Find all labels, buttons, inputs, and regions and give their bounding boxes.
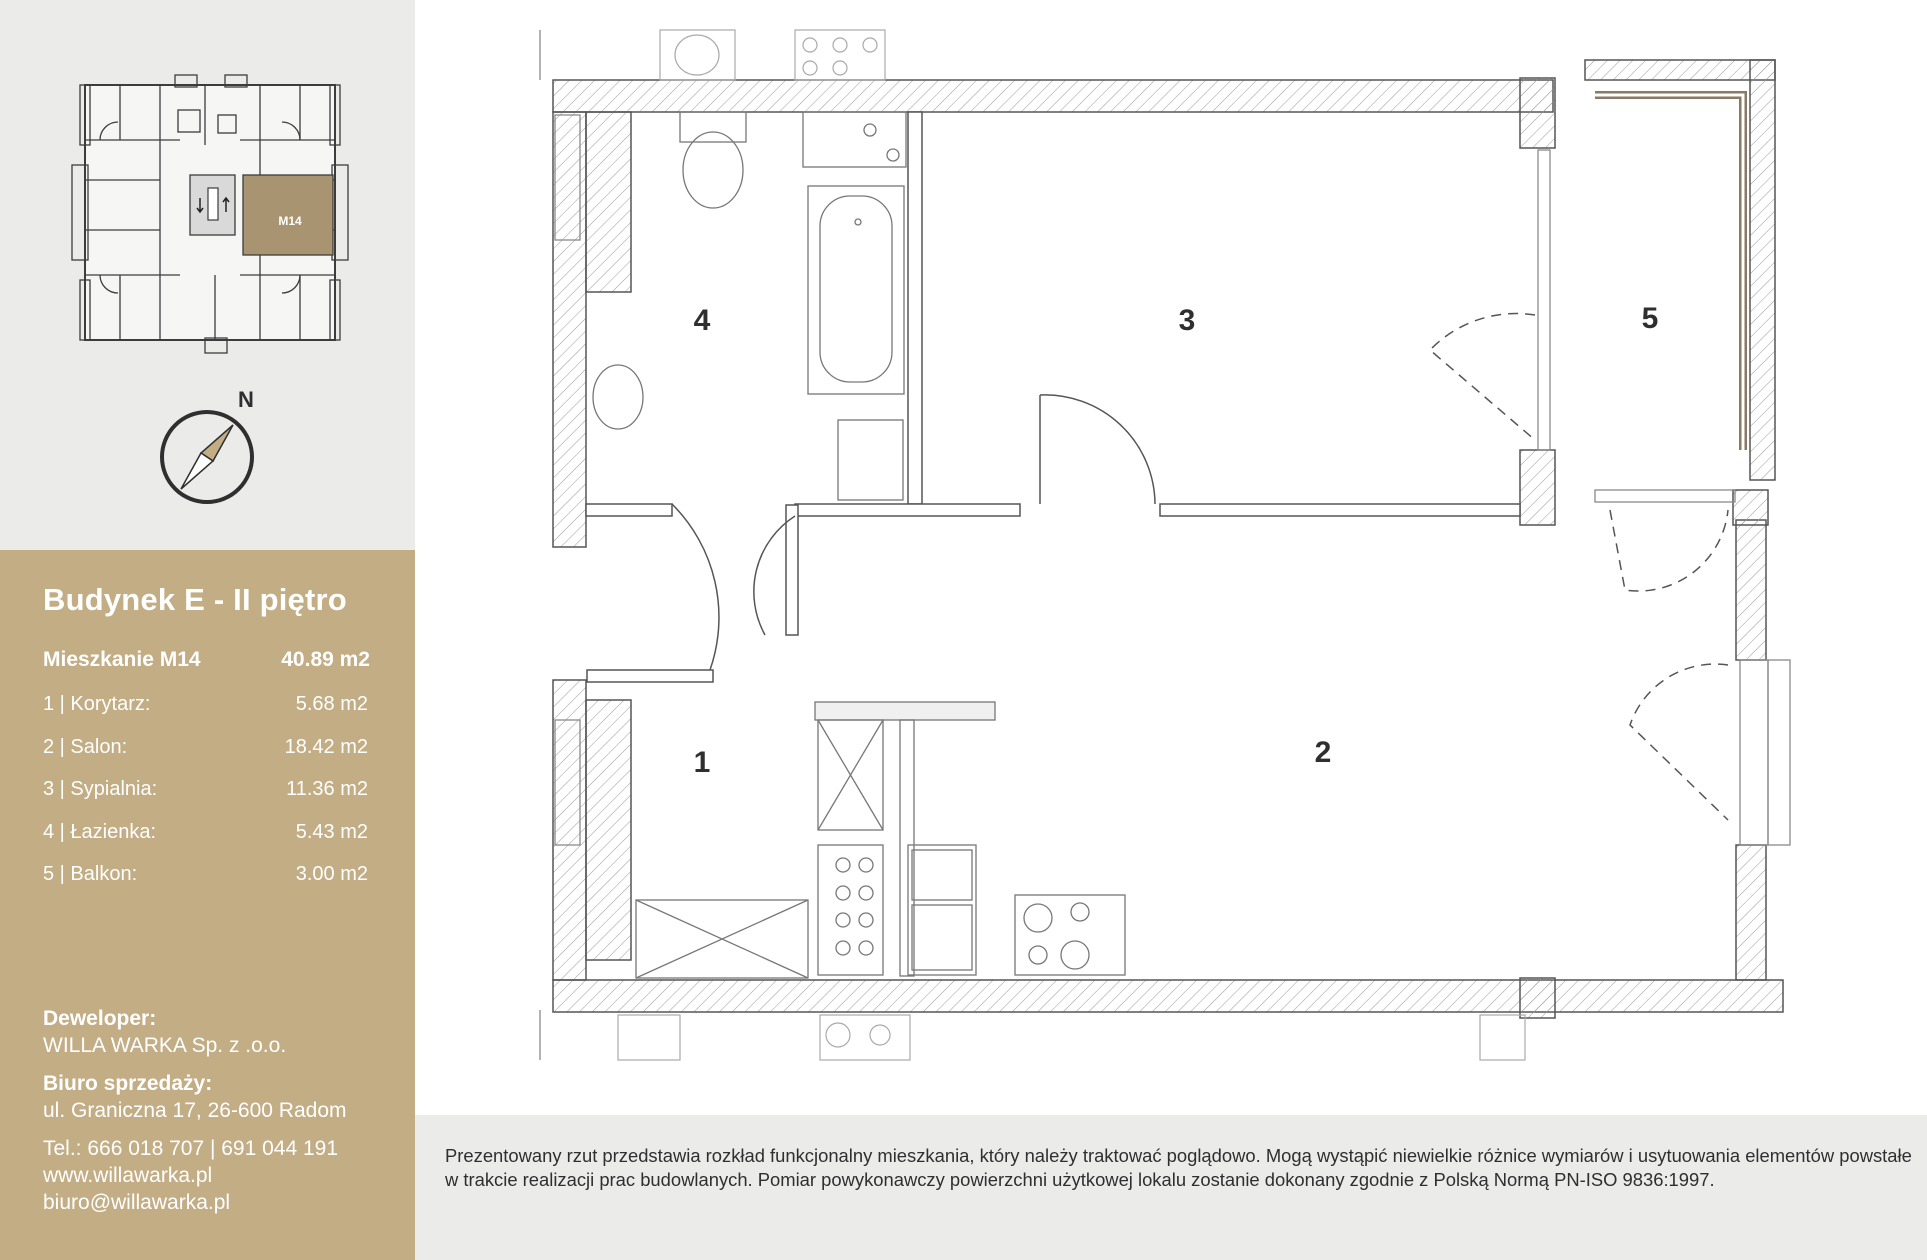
disclaimer-panel (415, 1115, 1927, 1260)
apartment-area: 40.89 m2 (281, 648, 370, 671)
developer-heading: Deweloper: (43, 1007, 157, 1030)
floor-key-plan (60, 70, 360, 360)
walls (553, 60, 1783, 1018)
room-area: 18.42 m2 (284, 735, 368, 758)
room-row (43, 821, 368, 864)
room-number-5: 5 (1641, 302, 1659, 335)
room-area: 5.68 m2 (295, 693, 368, 715)
phone-numbers: Tel.: 666 018 707 | 691 044 191 (43, 1137, 339, 1160)
building-title: Budynek E - II piętro (43, 582, 347, 617)
room-number-4: 4 (693, 304, 711, 337)
apartment-summary (43, 648, 370, 672)
room-area: 3.00 m2 (295, 863, 368, 885)
apartment-info-panel (0, 550, 415, 1260)
room-number-1: 1 (693, 746, 711, 779)
room-label: 4 | Łazienka: (43, 820, 157, 843)
room-label: 3 | Sypialnia: (43, 778, 158, 800)
office-address: ul. Graniczna 17, 26-600 Radom (43, 1099, 347, 1122)
developer-name: WILLA WARKA Sp. z .o.o. (43, 1034, 287, 1057)
contact-block (43, 1005, 383, 1216)
room-label: 5 | Balkon: (43, 863, 138, 885)
room-area: 11.36 m2 (286, 778, 368, 800)
apartment-name: Mieszkanie M14 (43, 648, 201, 671)
email-link[interactable]: biuro@willawarka.pl (43, 1191, 231, 1214)
office-heading: Biuro sprzedaży: (43, 1072, 213, 1095)
room-number-2: 2 (1314, 736, 1332, 769)
disclaimer-text: Prezentowany rzut przedstawia rozkład funkcjonalny mieszkania, który należy traktować poglądowo. Mogą wystąpić niewielkie różnice wymiarów i usytuowania elementów powstałe w trakcie realizacji prac budowlanych. Pomiar powykonawczy powierzchni użytkowej lokalu zostanie dokonany zgodnie z Polską Normą PN-ISO 9836:1997. (445, 1145, 1912, 1190)
website-link[interactable]: www.willawarka.pl (43, 1164, 213, 1187)
north-label: N (238, 387, 254, 412)
floor-plan (415, 0, 1927, 1115)
bathroom-fixtures (593, 112, 906, 500)
room-row (43, 778, 368, 821)
room-label: 2 | Salon: (43, 735, 128, 758)
partitions (586, 112, 1520, 682)
room-row (43, 693, 368, 736)
key-plan-panel (0, 0, 415, 550)
room-row (43, 736, 368, 779)
room-label: 1 | Korytarz: (43, 693, 151, 715)
unit-m14-label: M14 (278, 214, 302, 228)
kitchen-fixtures (636, 702, 1125, 978)
room-list (43, 693, 368, 906)
room-number-3: 3 (1178, 304, 1196, 337)
room-area: 5.43 m2 (295, 820, 368, 843)
floor-plan-drawing (415, 0, 1927, 1115)
north-compass-icon (155, 385, 265, 510)
room-row (43, 863, 368, 906)
